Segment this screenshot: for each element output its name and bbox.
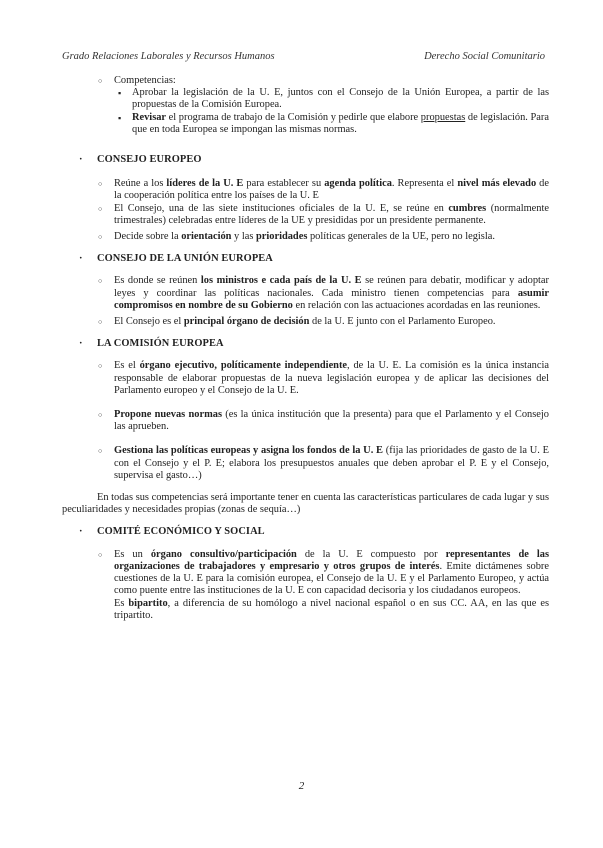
list-item: ○ El Consejo, una de las siete instituciones oficiales de la U. E, se reúne en cumbres (normalmente trimestrales) celebradas entre líderes de la UE y presididas por un presidente permanente. — [62, 203, 549, 227]
body-paragraph: En todas sus competencias será importante tener en cuenta las características particulares de cada lugar y sus peculiaridades y necesidades propias (zonas de sequía…) — [62, 492, 549, 516]
list-item: ○ El Consejo es el principal órgano de decisión de la U. E junto con el Parlamento Europeo. — [62, 316, 549, 328]
list-item: ○ Decide sobre la orientación y las prioridades políticas generales de la UE, pero no legisla. — [62, 231, 549, 243]
competencia-item: ▪ Aprobar la legislación de la U. E, juntos con el Consejo de la Unión Europea, a partir de las propuestas de la Comisión Europea. — [62, 87, 549, 111]
competencia-item: ▪ Revisar el programa de trabajo de la Comisión y pedirle que elabore propuestas de legislación. Para que en toda Europea se impongan las mismas normas. — [62, 112, 549, 136]
list-item: ○ Es donde se reúnen los ministros e cada país de la U. E se reúnen para debatir, modificar y adoptar leyes y coordinar las políticas nacionales. Cada ministro tienen competencias para asumir compromisos en nombre de su Gobierno en relación con las actuaciones acordadas en las reuniones. — [62, 275, 549, 312]
section-title: · COMITÉ ECONÓMICO Y SOCIAL — [62, 526, 549, 538]
section-title: · CONSEJO DE LA UNIÓN EUROPEA — [62, 253, 549, 265]
page-number: 2 — [298, 780, 305, 792]
competencias-label: ○ Competencias: — [62, 75, 549, 87]
section-title: · CONSEJO EUROPEO — [62, 154, 549, 166]
list-item-continuation: Es bipartito, a diferencia de su homólogo a nivel nacional español o en sus CC. AA, en las que es tripartito. — [114, 597, 549, 621]
page-content — [62, 75, 549, 622]
header-left: Grado Relaciones Laborales y Recursos Humanos — [62, 51, 275, 62]
list-item: ○ Propone nuevas normas (es la única institución que la presenta) para que el Parlamento y el Consejo las aprueben. — [62, 409, 549, 433]
header-right: Derecho Social Comunitario — [424, 51, 545, 62]
list-item: ○ Es el órgano ejecutivo, políticamente independiente, de la U. E. La comisión es la única instancia responsable de elaborar propuestas de la nueva legislación europea y de aplicar las decisiones del Parlamento europeo y el Consejo de la U. E. — [62, 360, 549, 397]
list-item: ○ Reúne a los líderes de la U. E para establecer su agenda política. Representa el nivel más elevado de la cooperación política entre los países de la U. E — [62, 178, 549, 202]
list-item: ○ Es un órgano consultivo/participación de la U. E compuesto por representantes de las organizaciones de trabajadores y empresario y otros grupos de interés. Emite dictámenes sobre cuestiones de la U. E para la comisión europea, el Consejo de la U. E y el Parlamento Europeo, y actúa como puente entre las instituciones de la U. E con capacidad decisoria y los ciudadanos europeos. — [62, 549, 549, 598]
section-title: · LA COMISIÓN EUROPEA — [62, 338, 549, 350]
list-item: ○ Gestiona las políticas europeas y asigna los fondos de la U. E (fija las prioridades de gasto de la U. E con el Consejo y el P. E; elabora los presupuestos anuales que deben aprobar el P. E y el Consejo, supervisa el gasto…) — [62, 445, 549, 482]
